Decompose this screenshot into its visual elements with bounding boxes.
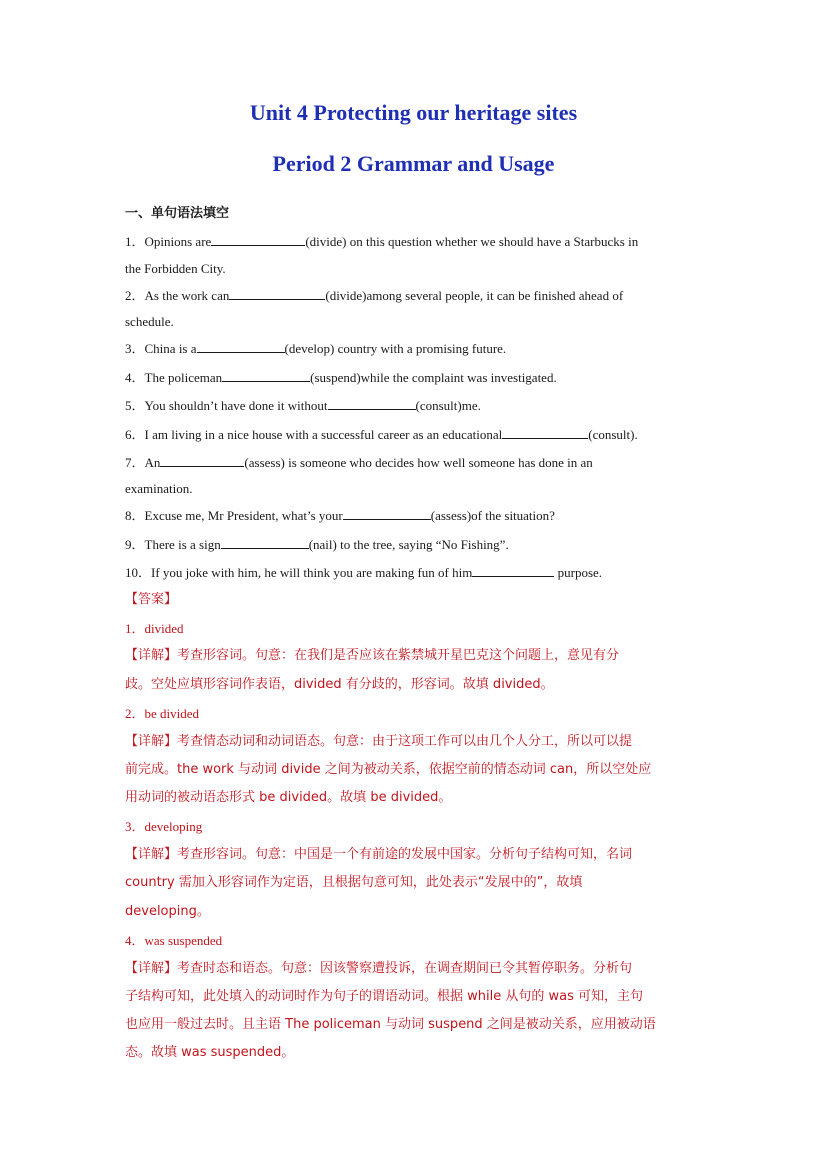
answer-4-explanation: 子结构可知，此处填入的动词时作为句子的谓语动词。根据 while 从句的 was 可知，主句 <box>125 989 643 1004</box>
question-2: 2．As the work can (divide)among several people, it can be finished ahead of <box>125 288 624 303</box>
answer-1-explanation: 【详解】考查形容词。句意：在我们是否应该在紫禁城开星巴克这个问题上，意见有分 <box>125 648 620 663</box>
question-6: 6．I am living in a nice house with a successful career as an educational (consult). <box>125 427 638 442</box>
answer-blank <box>197 340 285 353</box>
answer-blank <box>221 536 309 549</box>
answer-blank <box>229 287 325 300</box>
answer-3-explanation: country 需加入形容词作为定语，且根据句意可知，此处表示“发展中的”，故填 <box>125 875 583 890</box>
answer-blank <box>343 507 431 520</box>
question-10: 10．If you joke with him, he will think you are making fun of him purpose. <box>125 565 603 580</box>
answer-3-label: 3．developing <box>125 819 203 834</box>
page-subtitle: Period 2 Grammar and Usage <box>272 151 555 176</box>
question-2-continued: schedule. <box>125 314 174 329</box>
answer-blank <box>472 564 554 577</box>
question-1: 1．Opinions are (divide) on this question whether we should have a Starbucks in <box>125 234 639 249</box>
answer-2-explanation: 前完成。the work 与动词 divide 之间为被动关系，依据空前的情态动词 can，所以空处应 <box>125 762 652 777</box>
question-9: 9．There is a sign (nail) to the tree, saying “No Fishing”. <box>125 537 509 552</box>
answer-1-explanation: 歧。空处应填形容词作表语，divided 有分歧的，形容词。故填 divided。 <box>125 677 554 692</box>
question-number: 1． <box>125 234 145 249</box>
answer-blank <box>160 454 244 467</box>
question-7: 7．An (assess) is someone who decides how well someone has done in an <box>125 455 593 470</box>
question-3: 3．China is a (develop) country with a promising future. <box>125 341 507 356</box>
answer-4-explanation: 态。故填 was suspended。 <box>125 1045 295 1060</box>
answer-4-explanation: 【详解】考查时态和语态。句意：因该警察遭投诉，在调查期间已令其暂停职务。分析句 <box>125 961 633 976</box>
answer-heading: 【答案】 <box>125 592 178 607</box>
answer-3-explanation: 【详解】考查形容词。句意：中国是一个有前途的发展中国家。分析句子结构可知，名词 <box>125 847 633 862</box>
question-5: 5．You shouldn’t have done it without (consult)me. <box>125 398 481 413</box>
section-heading: 一、单句语法填空 <box>125 206 230 221</box>
answer-blank <box>502 426 588 439</box>
question-4: 4．The policeman (suspend)while the complaint was investigated. <box>125 370 557 385</box>
answer-2-label: 2．be divided <box>125 706 200 721</box>
answer-blank <box>328 397 416 410</box>
answer-3-explanation: developing。 <box>125 904 210 919</box>
answer-blank <box>211 233 305 246</box>
answer-2-explanation: 用动词的被动语态形式 be divided。故填 be divided。 <box>125 790 452 805</box>
page-title: Unit 4 Protecting our heritage sites <box>249 100 578 125</box>
question-7-continued: examination. <box>125 481 193 496</box>
answer-4-label: 4．was suspended <box>125 933 223 948</box>
question-1-continued: the Forbidden City. <box>125 261 226 276</box>
answer-blank <box>222 369 310 382</box>
answer-4-explanation: 也应用一般过去时。且主语 The policeman 与动词 suspend 之间是被动关系，应用被动语 <box>125 1017 656 1032</box>
question-8: 8．Excuse me, Mr President, what’s your (assess)of the situation? <box>125 508 555 523</box>
answer-1-label: 1．divided <box>125 621 184 636</box>
answer-2-explanation: 【详解】考查情态动词和动词语态。句意：由于这项工作可以由几个人分工，所以可以提 <box>125 734 633 749</box>
